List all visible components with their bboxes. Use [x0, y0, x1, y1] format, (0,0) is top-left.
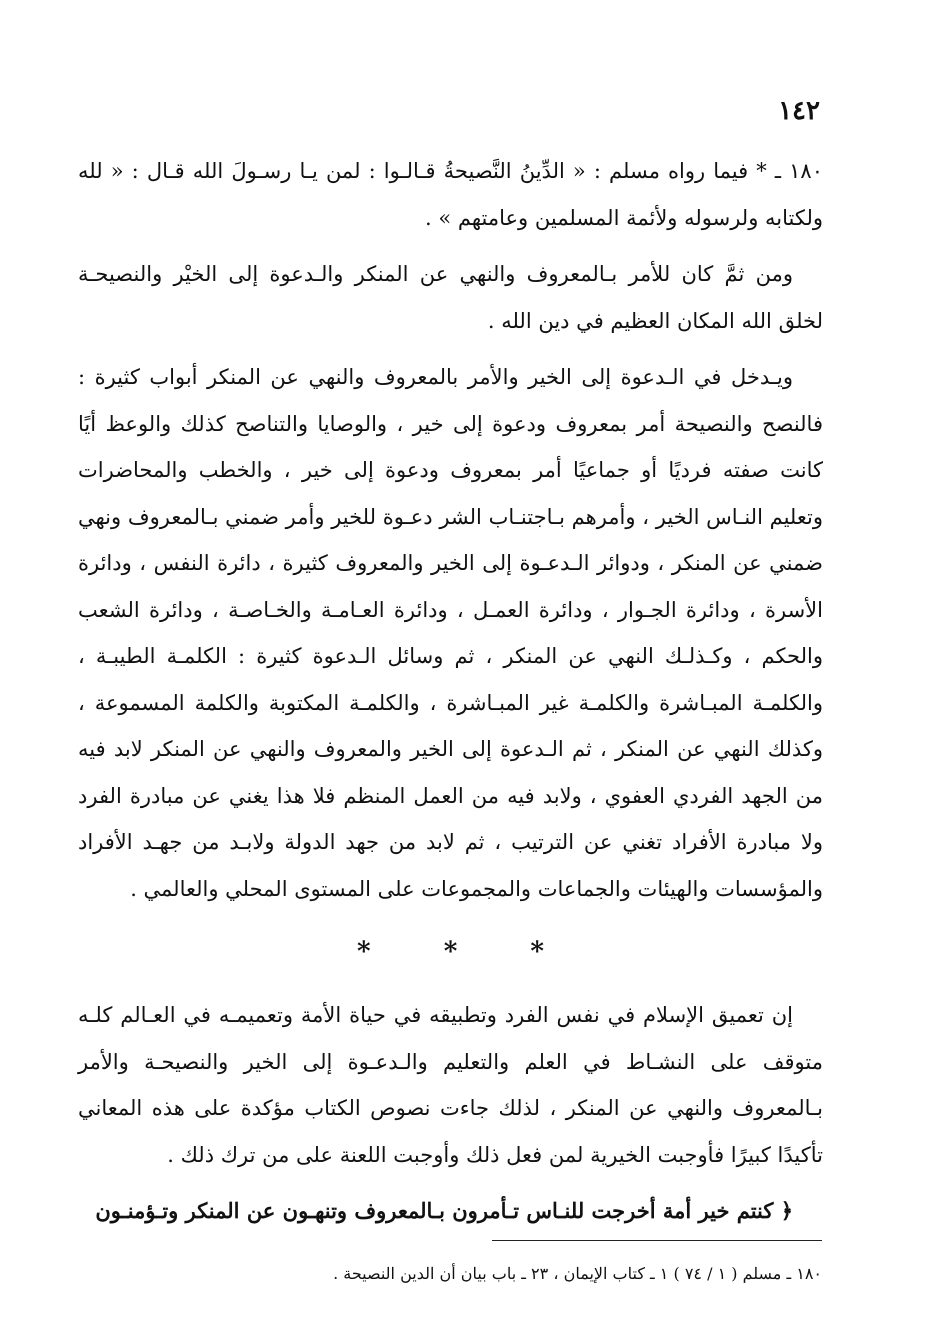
- main-text: [78, 148, 823, 1245]
- page-number: ١٤٢: [778, 96, 820, 126]
- footnote: ١٨٠ ـ مسلم ( ١ / ٧٤ ) ١ ـ كتاب الإيمان ، ٢٣ ـ باب بيان أن الدين النصيحة .: [333, 1264, 822, 1283]
- islam-paragraph: إن تعميق الإسلام في نفس الفرد وتطبيقه في حياة الأمة وتعميمـه في العـالم كلـه متوقف على النشـاط في العلم والتعليم والـدعـوة إلى الخير والنصيحـة والأمر بـالمعروف والنهي عن المنكر ، لذلك جاءت نصوص الكتاب مؤكدة على هذه المعاني تأكيدًا كبيرًا فأوجبت الخيرية لمن فعل ذلك وأوجبت اللعنة على من ترك ذلك .: [78, 1003, 823, 1167]
- dawah-paragraph: ويـدخل في الـدعوة إلى الخير والأمر بالمعروف والنهي عن المنكر أبواب كثيرة : فالنصح والنصيحة أمر بمعروف ودعوة إلى خير ، والوصايا والتناصح كذلك والوعظ أيًا كانت صفته فرديًا أو جماعيًا أمر بمعروف ودعوة إلى خير ، والخطب والمحاضرات وتعليم النـاس الخير ، وأمرهم بـاجتنـاب الشر دعـوة للخير وأمر ضمني بـالمعروف ونهي ضمني عن المنكر ، ودوائر الـدعـوة إلى الخير والمعروف كثيرة ، دائرة النفس ، ودائرة الأسرة ، ودائرة الجـوار ، ودائرة العمـل ، ودائرة العـامـة والخـاصـة ، ودائرة الشعب والحكم ، وكـذلـك النهي عن المنكر ، ثم وسائل الـدعوة كثيرة : الكلمـة الطيبـة ، والكلمـة المبـاشرة والكلمـة غير المبـاشرة ، والكلمـة المكتوبة والكلمة المسموعة ، وكذلك النهي عن المنكر ، ثم الـدعوة إلى الخير والمعروف والنهي عن المنكر لابد فيه من الجهد الفردي العفوي ، ولابد فيه من العمل المنظم فلا هذا يغني عن مبادرة الفرد ولا مبادرة الأفراد تغني عن الترتيب ، ثم لابد من جهد الدولة ولابـد من جهـد الأفراد والمؤسسات والهيئات والجماعات والمجموعات على المستوى المحلي والعالمي .: [78, 365, 823, 901]
- footnote-divider: [492, 1240, 822, 1241]
- section-separator: * * *: [357, 937, 576, 967]
- intro-paragraph: ومن ثمَّ كان للأمر بـالمعروف والنهي عن المنكر والـدعوة إلى الخيْر والنصيحـة لخلق الله المكان العظيم في دين الله .: [78, 262, 823, 333]
- quran-verse: ﴿ كنتم خير أمة أخرجت للنـاس تـأمرون بـالمعروف وتنهـون عن المنكر وتـؤمنـون: [95, 1198, 793, 1223]
- hadith-paragraph: ١٨٠ ـ * فيما رواه مسلم : « الدِّينُ النَّصيحةُ قـالـوا : لمن يـا رسـولَ الله قـال : « لله ولكتابه ولرسوله ولأئمة المسلمين وعامتهم » .: [78, 159, 823, 230]
